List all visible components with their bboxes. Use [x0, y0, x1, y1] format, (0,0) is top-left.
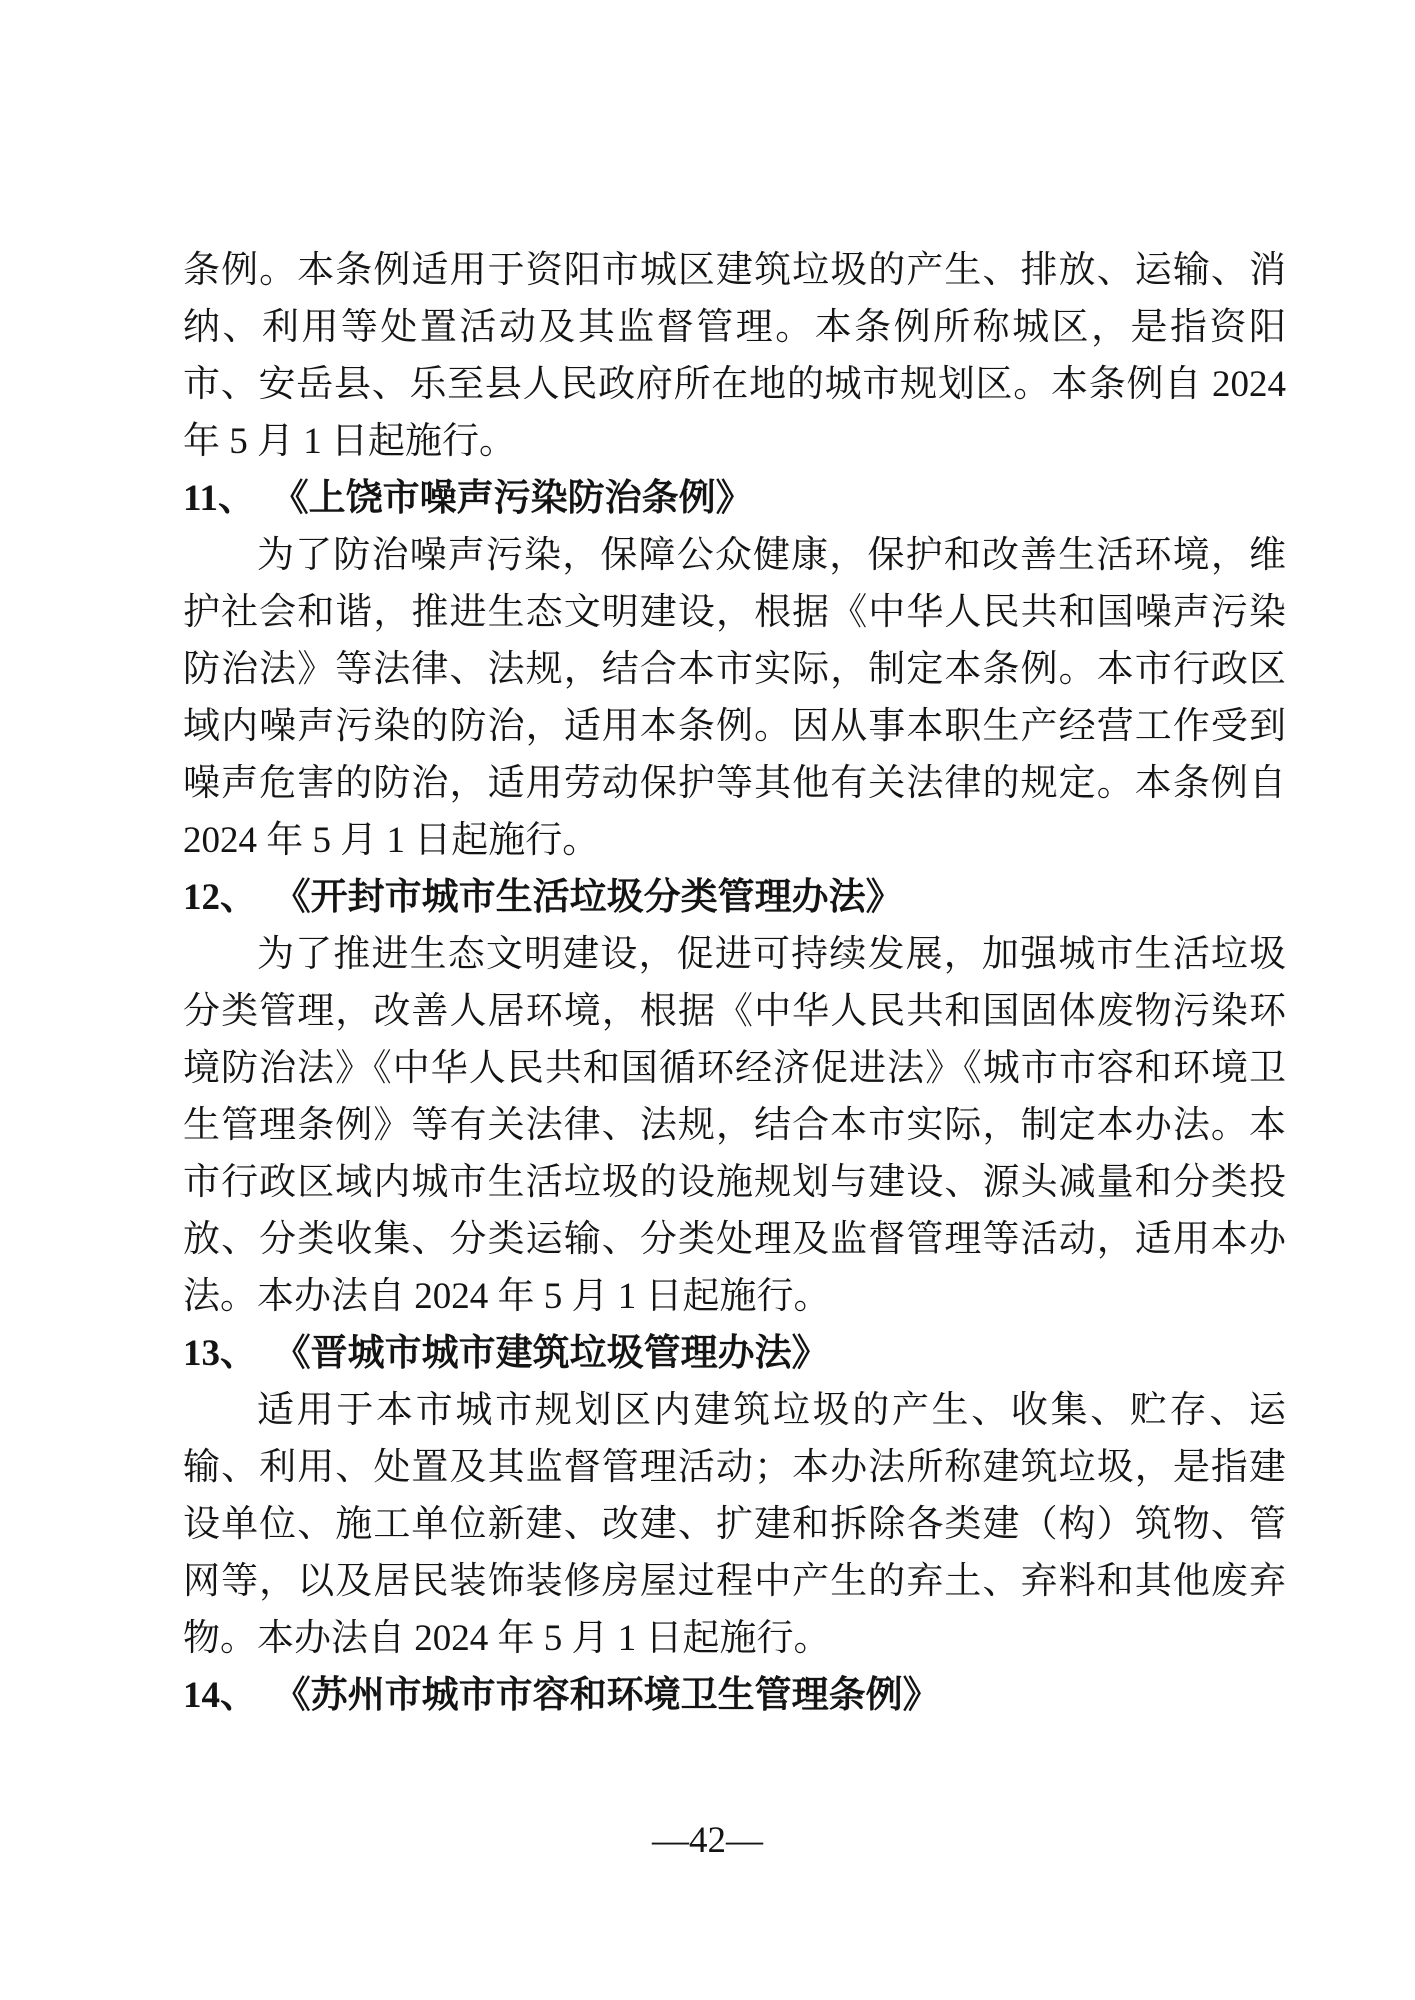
heading-title: 《晋城市城市建筑垃圾管理办法》 [273, 1333, 829, 1374]
heading-number: 13、 [183, 1333, 257, 1374]
heading-number: 12、 [183, 877, 257, 918]
heading-title: 《开封市城市生活垃圾分类管理办法》 [273, 877, 903, 918]
heading-number: 14、 [183, 1675, 257, 1716]
heading-title: 《苏州市城市市容和环境卫生管理条例》 [273, 1675, 940, 1716]
heading-item-13 [183, 1325, 1286, 1382]
paragraph-item-12: 为了推进生态文明建设，促进可持续发展，加强城市生活垃圾分类管理，改善人居环境，根据《中华人民共和国固体废物污染环境防治法》《中华人民共和国循环经济促进法》《城市市容和环境卫生管理条例》等有关法律、法规，结合本市实际，制定本办法。本市行政区域内城市生活垃圾的设施规划与建设、源头减量和分类投放、分类收集、分类运输、分类处理及监督管理等活动，适用本办法。本办法自 2024 年 5 月 1 日起施行。 [183, 934, 1286, 1317]
page-number: —42— [652, 1820, 763, 1861]
paragraph-continuation: 条例。本条例适用于资阳市城区建筑垃圾的产生、排放、运输、消纳、利用等处置活动及其监督管理。本条例所称城区，是指资阳市、安岳县、乐至县人民政府所在地的城市规划区。本条例自 2024 年 5 月 1 日起施行。 [183, 250, 1286, 462]
heading-title: 《上饶市噪声污染防治条例》 [271, 478, 753, 519]
paragraph-item-11: 为了防治噪声污染，保障公众健康，保护和改善生活环境，维护社会和谐，推进生态文明建设，根据《中华人民共和国噪声污染防治法》等法律、法规，结合本市实际，制定本条例。本市行政区域内噪声污染的防治，适用本条例。因从事本职生产经营工作受到噪声危害的防治，适用劳动保护等其他有关法律的规定。本条例自 2024 年 5 月 1 日起施行。 [183, 535, 1286, 861]
paragraph-item-13: 适用于本市城市规划区内建筑垃圾的产生、收集、贮存、运输、利用、处置及其监督管理活动；本办法所称建筑垃圾，是指建设单位、施工单位新建、改建、扩建和拆除各类建（构）筑物、管网等，以及居民装饰装修房屋过程中产生的弃土、弃料和其他废弃物。本办法自 2024 年 5 月 1 日起施行。 [183, 1390, 1286, 1659]
heading-item-11 [183, 470, 1286, 527]
heading-item-12 [183, 869, 1286, 926]
document-content [183, 242, 1286, 1724]
heading-number: 11、 [183, 478, 255, 519]
page-footer [0, 1812, 1415, 1869]
heading-item-14 [183, 1667, 1286, 1724]
